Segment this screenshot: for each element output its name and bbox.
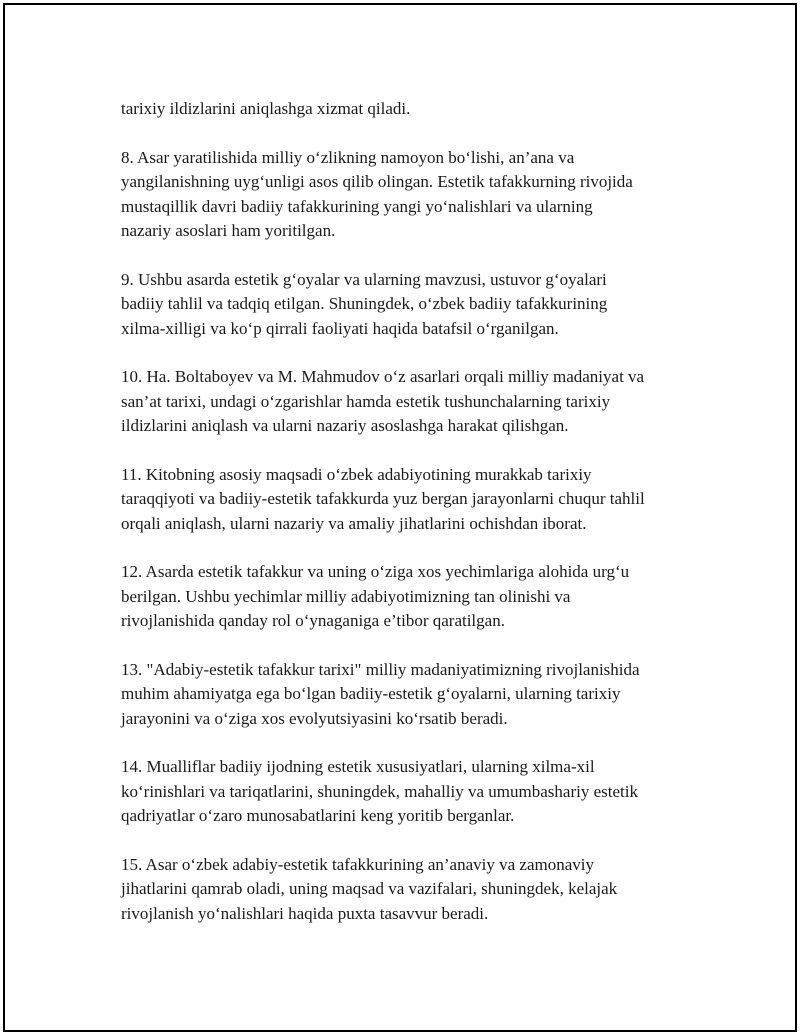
paragraph-line: nazariy asoslari ham yoritilgan. xyxy=(121,221,336,240)
paragraph-line: orqali aniqlash, ularni nazariy va amaliy jihatlarini ochishdan iborat. xyxy=(121,513,587,533)
paragraph-line: 12. Asarda estetik tafakkur va uning o‘ziga xos yechimlariga alohida urg‘u xyxy=(121,562,630,581)
document-paragraph xyxy=(121,755,701,829)
paragraph-line: 13. "Adabiy-estetik tafakkur tarixi" milliy madaniyatimizning rivojlanishida xyxy=(121,659,640,679)
paragraph-line: jarayonini va o‘ziga xos evolyutsiyasini ko‘rsatib beradi. xyxy=(121,708,508,728)
paragraph-line: san’at tarixi, undagi o‘zgarishlar hamda estetik tushunchalarning tarixiy xyxy=(121,391,611,411)
document-paragraph xyxy=(121,560,701,634)
paragraph-line: tarixiy ildizlarini aniqlashga xizmat qiladi. xyxy=(121,99,411,118)
paragraph-line: berilgan. Ushbu yechimlar milliy adabiyotimizning tan olinishi va xyxy=(121,586,571,606)
page-frame xyxy=(3,3,797,1032)
document-paragraph xyxy=(121,268,701,342)
document-body xyxy=(121,97,701,950)
paragraph-line: 9. Ushbu asarda estetik g‘oyalar va ularning mavzusi, ustuvor g‘oyalari xyxy=(121,269,607,289)
document-paragraph xyxy=(121,853,701,927)
paragraph-line: ildizlarini aniqlash va ularni nazariy asoslashga harakat qilishgan. xyxy=(121,416,569,435)
document-paragraph xyxy=(121,365,701,439)
document-paragraph xyxy=(121,146,701,244)
document-paragraph xyxy=(121,97,701,122)
paragraph-line: mustaqillik davri badiiy tafakkurining yangi yo‘nalishlari va ularning xyxy=(121,196,593,216)
paragraph-line: rivojlanishida qanday rol o‘ynaganiga e’tibor qaratilgan. xyxy=(121,611,505,630)
document-paragraph xyxy=(121,463,701,537)
paragraph-line: 8. Asar yaratilishida milliy o‘zlikning namoyon bo‘lishi, an’ana va xyxy=(121,147,575,167)
paragraph-line: 14. Mualliflar badiiy ijodning estetik xususiyatlari, ularning xilma-xil xyxy=(121,757,595,776)
paragraph-line: ko‘rinishlari va tariqatlarini, shuningdek, mahalliy va umumbashariy estetik xyxy=(121,781,638,801)
paragraph-line: 10. Ha. Boltaboyev va M. Mahmudov o‘z asarlari orqali milliy madaniyat va xyxy=(121,367,645,386)
paragraph-line: 11. Kitobning asosiy maqsadi o‘zbek adabiyotining murakkab tarixiy xyxy=(121,464,592,484)
paragraph-line: yangilanishning uyg‘unligi asos qilib olingan. Estetik tafakkurning rivojida xyxy=(121,172,633,191)
paragraph-line: muhim ahamiyatga ega bo‘lgan badiiy-estetik g‘oyalarni, ularning tarixiy xyxy=(121,684,621,703)
paragraph-line: taraqqiyoti va badiiy-estetik tafakkurda yuz bergan jarayonlarni chuqur tahlil xyxy=(121,489,645,508)
paragraph-line: badiiy tahlil va tadqiq etilgan. Shuningdek, o‘zbek badiiy tafakkurining xyxy=(121,294,608,313)
paragraph-line: xilma-xilligi va ko‘p qirrali faoliyati haqida batafsil o‘rganilgan. xyxy=(121,318,559,338)
paragraph-line: rivojlanish yo‘nalishlari haqida puxta tasavvur beradi. xyxy=(121,903,489,923)
paragraph-line: qadriyatlar o‘zaro munosabatlarini keng yoritib berganlar. xyxy=(121,806,515,825)
document-paragraph xyxy=(121,658,701,732)
paragraph-line: jihatlarini qamrab oladi, uning maqsad va vazifalari, shuningdek, kelajak xyxy=(121,879,618,898)
paragraph-line: 15. Asar o‘zbek adabiy-estetik tafakkurining an’anaviy va zamonaviy xyxy=(121,854,594,874)
